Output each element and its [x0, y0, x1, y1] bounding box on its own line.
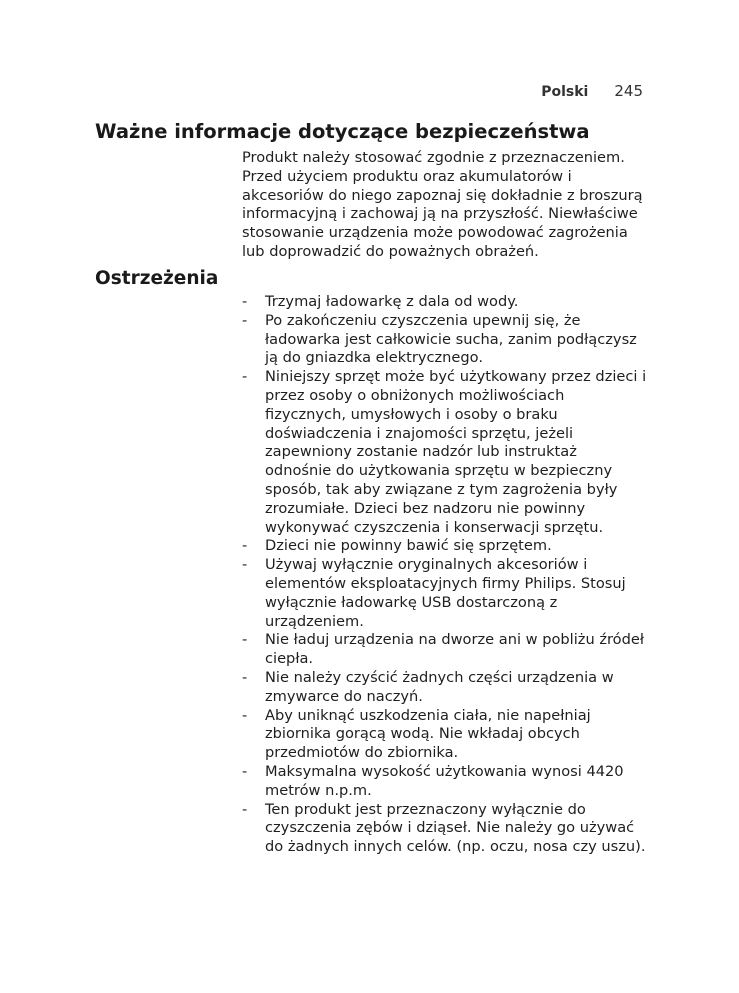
safety-title: Ważne informacje dotyczące bezpieczeństwa [95, 120, 590, 143]
safety-intro-paragraph: Produkt należy stosować zgodnie z przeznaczeniem. Przed użyciem produktu oraz akumulatorów i akcesoriów do niego zapoznaj się dokładnie z broszurą informacyjną i zachowaj ją na przyszłość. Niewłaściwe stosowanie urządzenia może powodować zagrożenia lub doprowadzić do poważnych obrażeń. [242, 149, 643, 260]
warning-text: Nie ładuj urządzenia na dworze ani w pobliżu źródeł ciepła. [265, 631, 644, 668]
bullet-dash: - [242, 368, 248, 386]
warning-text: Aby uniknąć uszkodzenia ciała, nie napełniaj zbiornika gorącą wodą. Nie wkładaj obcych przedmiotów do zbiornika. [265, 706, 591, 762]
warning-item [242, 801, 647, 857]
bullet-dash: - [242, 311, 248, 329]
warning-text: Używaj wyłącznie oryginalnych akcesoriów i elementów eksploatacyjnych firmy Philips. Stosuj wyłącznie ładowarkę USB dostarczoną z urządzeniem. [265, 556, 626, 630]
bullet-dash: - [242, 537, 248, 555]
bullet-dash: - [242, 293, 248, 310]
warning-item [242, 707, 647, 763]
bullet-dash: - [242, 762, 248, 780]
warning-item [242, 537, 647, 556]
warning-item [242, 763, 647, 801]
language-label: Polski [541, 84, 589, 100]
warning-item [242, 669, 647, 707]
warning-item [242, 312, 647, 368]
warning-text: Maksymalna wysokość użytkowania wynosi 4420 metrów n.p.m. [265, 762, 624, 799]
bullet-dash: - [242, 800, 248, 818]
warning-text: Nie należy czyścić żadnych części urządzenia w zmywarce do naczyń. [265, 668, 614, 705]
warning-item [242, 631, 647, 669]
bullet-dash: - [242, 706, 248, 724]
warning-text: Po zakończeniu czyszczenia upewnij się, że ładowarka jest całkowicie sucha, zanim podłączysz ją do gniazdka elektrycznego. [265, 311, 637, 367]
warning-text: Niniejszy sprzęt może być użytkowany przez dzieci i przez osoby o obniżonych możliwościach fizycznych, umysłowych i osoby o braku doświadczenia i znajomości sprzętu, jeżeli zapewniony zostanie nadzór lub instruktaż odnośnie do użytkowania sprzętu w bezpieczny sposób, tak aby związane z tym zagrożenia były zrozumiałe. Dzieci bez nadzoru nie powinny wykonywać czyszczenia i konserwacji sprzętu. [265, 368, 647, 536]
warning-text: Dzieci nie powinny bawić się sprzętem. [265, 537, 552, 555]
page-number: 245 [614, 82, 643, 100]
warning-text: Ten produkt jest przeznaczony wyłącznie do czyszczenia zębów i dziąseł. Nie należy go używać do żadnych innych celów. (np. oczu, nosa czy uszu). [265, 800, 646, 856]
warning-text: Trzymaj ładowarkę z dala od wody. [265, 293, 519, 310]
warnings-title: Ostrzeżenia [95, 268, 219, 289]
bullet-dash: - [242, 556, 248, 574]
bullet-dash: - [242, 668, 248, 686]
warning-item [242, 556, 647, 631]
bullet-dash: - [242, 631, 248, 649]
warning-item [242, 368, 647, 537]
page-header [541, 82, 643, 100]
warning-item [242, 293, 647, 312]
warnings-list [242, 293, 647, 857]
